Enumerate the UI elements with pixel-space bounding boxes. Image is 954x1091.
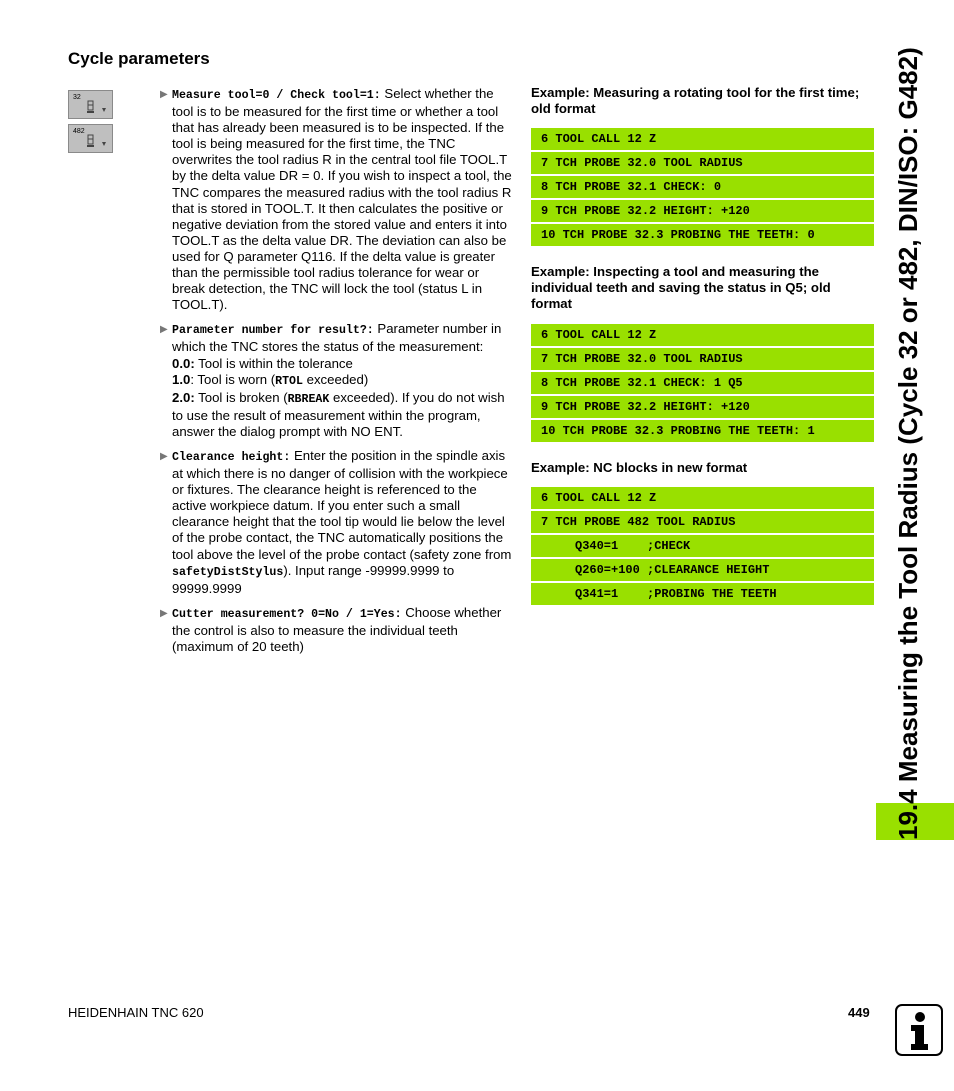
softkey-cycle-482[interactable]	[68, 124, 113, 153]
example-title: Example: Measuring a rotating tool for the first time; old format	[531, 85, 860, 116]
value-text: Tool is within the tolerance	[194, 355, 353, 371]
code-line: 6 TOOL CALL 12 Z	[531, 128, 874, 150]
param-description: Enter the position in the spindle axis at which there is no danger of collision with the workpiece or fixtures. The clearance height is referenced to the active workpiece datum. If you enter such a small clearance height that the tool tip would lie below the level of the probe contact, the TNC automatically positions the tool above the level of the probe contact (safety zone from	[172, 447, 512, 562]
tool-radius-probe-icon	[86, 134, 110, 148]
footer-product: HEIDENHAIN TNC 620	[68, 1005, 204, 1020]
code-line: Q340=1 ;CHECK	[531, 535, 874, 557]
code-line: Q260=+100 ;CLEARANCE HEIGHT	[531, 559, 874, 581]
softkey-cycle-32[interactable]	[68, 90, 113, 119]
softkey-number: 482	[73, 128, 85, 135]
code-block	[531, 324, 874, 444]
value-text: Tool is broken (	[194, 389, 288, 405]
bullet-arrow-icon: ▶	[160, 324, 168, 336]
info-icon	[895, 1004, 943, 1056]
param-measure-check	[158, 86, 514, 313]
value-code: RTOL	[275, 374, 303, 388]
param-code: safetyDistStylus	[172, 565, 284, 579]
param-description: Choose whether the control is also to measure the individual teeth (maximum of 20 teeth)	[172, 604, 502, 654]
parameter-list	[158, 86, 514, 663]
value-key: 2.0:	[172, 389, 195, 405]
chapter-title: 19.4 Measuring the Tool Radius (Cycle 32 or 482, DIN/ISO: G482)	[893, 47, 923, 840]
code-line: 7 TCH PROBE 32.0 TOOL RADIUS	[531, 348, 874, 370]
param-description: ). Input range -99999.9999 to 99999.9999	[172, 562, 455, 596]
code-block	[531, 487, 874, 607]
code-line: 7 TCH PROBE 482 TOOL RADIUS	[531, 511, 874, 533]
example-title: Example: NC blocks in new format	[531, 460, 748, 475]
code-line: 9 TCH PROBE 32.2 HEIGHT: +120	[531, 396, 874, 418]
value-text: : Tool is worn (	[190, 371, 276, 387]
code-line: 8 TCH PROBE 32.1 CHECK: 0	[531, 176, 874, 198]
value-code: RBREAK	[287, 392, 330, 406]
code-line: 6 TOOL CALL 12 Z	[531, 487, 874, 509]
code-line: 10 TCH PROBE 32.3 PROBING THE TEETH: 0	[531, 224, 874, 246]
value-text: exceeded)	[302, 371, 369, 387]
code-line: Q341=1 ;PROBING THE TEETH	[531, 583, 874, 605]
bullet-arrow-icon: ▶	[160, 450, 168, 462]
param-label: Clearance height:	[172, 450, 291, 464]
value-key: 1.0	[172, 371, 191, 387]
softkey-number: 32	[73, 94, 81, 101]
code-line: 10 TCH PROBE 32.3 PROBING THE TEETH: 1	[531, 420, 874, 442]
bullet-arrow-icon: ▶	[160, 607, 168, 619]
bullet-arrow-icon: ▶	[160, 89, 168, 100]
param-label: Cutter measurement? 0=No / 1=Yes:	[172, 607, 402, 621]
param-description: Select whether the tool is to be measured for the first time or whether a tool that has already been measured is to be inspected. If the tool is being measured for the first time, the TNC overwrites the tool radius R in the central tool file TOOL.T by the delta value DR = 0. If you wish to inspect a tool, the TNC compares the measured radius with the tool radius R that is stored in TOOL.T. It then calculates the positive or negative deviation from the stored value and enters it into TOOL.T as the delta value DR. The deviation can also be used for Q parameter Q116. If the delta value is greater than the permissible tool radius tolerance for wear or break detection, the TNC will lock the tool (status L in TOOL.T).	[172, 86, 512, 313]
param-label: Measure tool=0 / Check tool=1:	[172, 89, 381, 102]
example-title: Example: Inspecting a tool and measuring the individual teeth and saving the status in Q5; old format	[531, 264, 831, 311]
param-label: Parameter number for result?:	[172, 324, 374, 338]
value-text: exceeded). If you do not wish to use the result of measurement within the program, answer the dialog prompt with NO ENT.	[172, 389, 505, 439]
param-clearance-height	[158, 448, 514, 597]
code-line: 7 TCH PROBE 32.0 TOOL RADIUS	[531, 152, 874, 174]
param-description: Parameter number in which the TNC stores the status of the measurement:	[172, 321, 502, 355]
param-cutter-measurement	[158, 605, 514, 655]
page-number: 449	[848, 1005, 870, 1020]
code-line: 8 TCH PROBE 32.1 CHECK: 1 Q5	[531, 372, 874, 394]
code-line: 9 TCH PROBE 32.2 HEIGHT: +120	[531, 200, 874, 222]
value-key: 0.0:	[172, 355, 195, 371]
param-result-number	[158, 321, 514, 440]
section-title: Cycle parameters	[68, 49, 210, 68]
tool-radius-probe-icon	[86, 100, 110, 114]
code-line: 6 TOOL CALL 12 Z	[531, 324, 874, 346]
code-block	[531, 128, 874, 248]
